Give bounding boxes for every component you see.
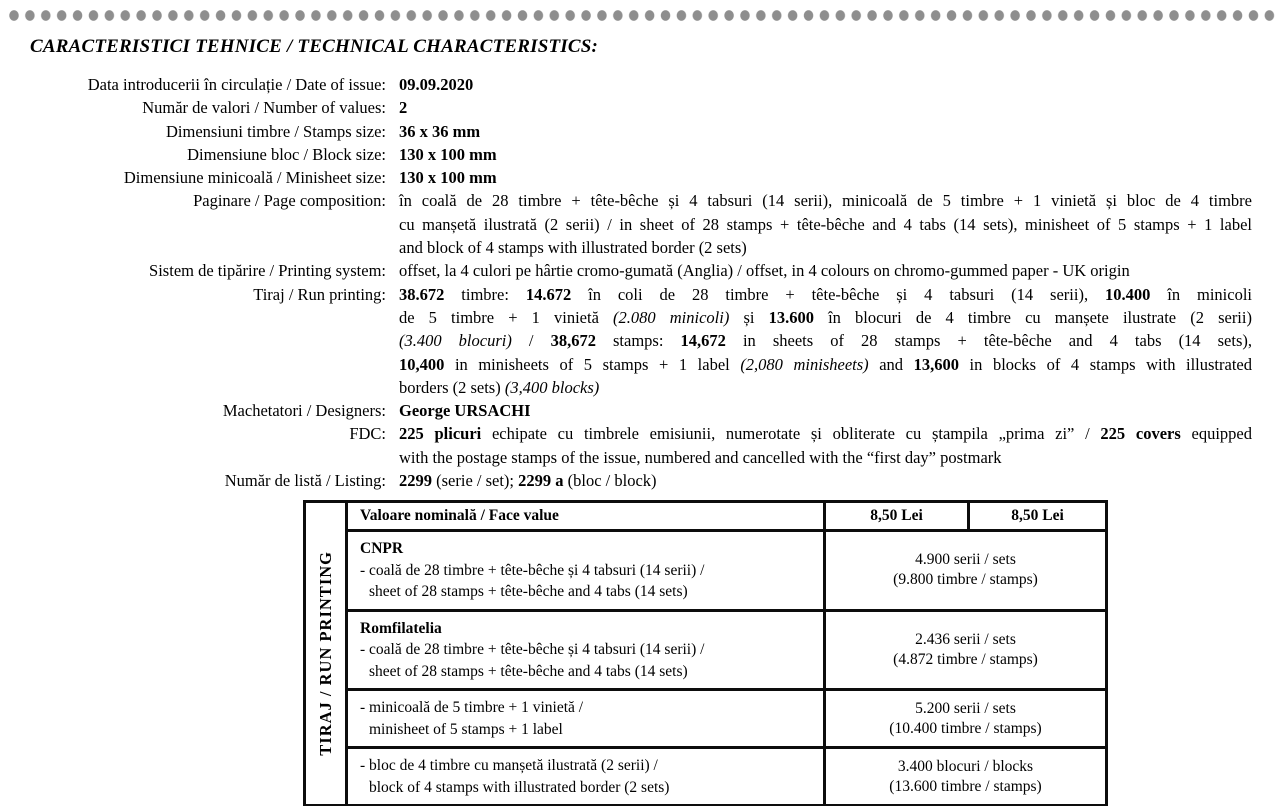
row-value-cell bbox=[825, 748, 1107, 806]
field-row bbox=[20, 469, 1252, 492]
row-description-line: - coală de 28 timbre + tête-bêche și 4 tabsuri (14 serii) / bbox=[360, 561, 705, 579]
text-run: in blocks of 4 stamps with illustrated bbox=[958, 354, 1252, 374]
row-value-cell bbox=[825, 610, 1107, 690]
field-value bbox=[399, 259, 1252, 282]
field-value-line bbox=[399, 422, 1252, 445]
row-value-cell bbox=[825, 690, 1107, 748]
field-value-line bbox=[399, 189, 1252, 212]
table-header-row bbox=[305, 502, 1107, 531]
text-run: equipped bbox=[1180, 424, 1252, 444]
field-label: Dimensiune minicoală / Minisheet size: bbox=[123, 168, 386, 188]
text-run: în coală de 28 timbre + tête-bêche și 4 tabsuri (14 serii), minicoală de 5 timbre + 1 vinietă și bloc de 4 timbre bbox=[399, 191, 1252, 211]
field-value-line bbox=[399, 236, 1252, 259]
perforation-dots-border bbox=[9, 10, 1275, 21]
field-row bbox=[20, 73, 1252, 96]
text-run: 14.672 bbox=[525, 284, 572, 304]
row-description-cell bbox=[347, 748, 825, 806]
table-vertical-label-cell bbox=[305, 502, 347, 806]
row-value-line: 2.436 serii / sets bbox=[915, 630, 1016, 648]
text-run: 13.600 bbox=[768, 307, 814, 327]
row-title: CNPR bbox=[360, 540, 404, 557]
row-value-line: (13.600 timbre / stamps) bbox=[889, 777, 1042, 795]
text-run: in minisheets of 5 stamps + 1 label bbox=[444, 354, 741, 374]
field-label: Număr de valori / Number of values: bbox=[142, 98, 386, 118]
text-run: cu manșetă ilustrată (2 serii) / in sheet of 28 stamps + tête-bêche and 4 tabs (14 sets), minisheet of 5 stamps + 1 label bbox=[399, 214, 1252, 234]
text-run: în coli de 28 timbre + tête-bêche și 4 tabsuri (14 serii), bbox=[571, 284, 1105, 304]
text-run: 225 plicuri bbox=[399, 424, 482, 444]
field-label: Număr de listă / Listing: bbox=[224, 471, 386, 491]
row-value-line: (4.872 timbre / stamps) bbox=[893, 650, 1038, 668]
field-row bbox=[20, 120, 1252, 143]
field-value-line bbox=[399, 399, 1252, 422]
text-run: offset, la 4 culori pe hârtie cromo-gumată (Anglia) / offset, in 4 colours on chromo-gummed paper - UK origin bbox=[399, 261, 1130, 281]
field-row bbox=[20, 143, 1252, 166]
field-value-line bbox=[399, 166, 1252, 189]
field-value bbox=[399, 189, 1252, 259]
text-run: stamps: bbox=[595, 331, 681, 351]
row-value-line: 3.400 blocuri / blocks bbox=[897, 757, 1034, 775]
field-label: FDC: bbox=[349, 424, 386, 444]
text-run: și bbox=[729, 307, 769, 327]
text-run: de 5 timbre + 1 vinietă bbox=[399, 307, 614, 327]
row-description-line: - bloc de 4 timbre cu manșetă ilustrată (2 serii) / bbox=[360, 757, 658, 774]
text-run: (serie / set); bbox=[432, 471, 519, 491]
field-value-line bbox=[399, 329, 1252, 352]
text-run: with the postage stamps of the issue, numbered and cancelled with the “first day” postmark bbox=[399, 447, 1002, 467]
row-value-line: 4.900 serii / sets bbox=[915, 551, 1016, 569]
field-value-line bbox=[399, 446, 1252, 469]
text-run: 10.400 bbox=[1104, 284, 1151, 304]
field-value bbox=[399, 166, 1252, 189]
table-row bbox=[305, 748, 1107, 806]
field-row bbox=[20, 189, 1252, 259]
field-value bbox=[399, 96, 1252, 119]
field-label: Tiraj / Run printing: bbox=[253, 284, 386, 304]
run-printing-table bbox=[303, 500, 1108, 806]
row-value-line: 5.200 serii / sets bbox=[915, 699, 1016, 717]
text-run: (2,080 minisheets) bbox=[740, 354, 869, 374]
text-run: and bbox=[868, 354, 914, 374]
text-run: 38,672 bbox=[550, 331, 596, 351]
field-label: Paginare / Page composition: bbox=[193, 191, 386, 211]
face-value-1: 8,50 Lei bbox=[825, 502, 969, 531]
row-description-cell bbox=[347, 531, 825, 611]
field-label: Dimensiuni timbre / Stamps size: bbox=[166, 121, 386, 141]
text-run: timbre: bbox=[444, 284, 526, 304]
field-value bbox=[399, 469, 1252, 492]
text-run: George URSACHI bbox=[399, 401, 531, 421]
field-row bbox=[20, 283, 1252, 399]
field-value-line bbox=[399, 120, 1252, 143]
field-value bbox=[399, 73, 1252, 96]
text-run: in sheets of 28 stamps + tête-bêche and 4 tabs (14 sets), bbox=[725, 331, 1252, 351]
text-run: 225 covers bbox=[1100, 424, 1181, 444]
text-run: (2.080 minicoli) bbox=[613, 307, 730, 327]
field-value-line bbox=[399, 213, 1252, 236]
field-row bbox=[20, 399, 1252, 422]
text-run: 130 x 100 mm bbox=[399, 168, 497, 188]
field-value bbox=[399, 399, 1252, 422]
field-value-line bbox=[399, 469, 1252, 492]
text-run: / bbox=[511, 331, 551, 351]
field-label: Data introducerii în circulație / Date of issue: bbox=[87, 75, 386, 94]
field-value-line bbox=[399, 376, 1252, 399]
field-value-line bbox=[399, 283, 1252, 306]
text-run: (bloc / block) bbox=[563, 471, 657, 491]
row-value-line: (10.400 timbre / stamps) bbox=[889, 719, 1042, 737]
field-value bbox=[399, 143, 1252, 166]
field-value-line bbox=[399, 353, 1252, 376]
field-row bbox=[20, 96, 1252, 119]
row-description-line: minisheet of 5 stamps + 1 label bbox=[369, 720, 563, 738]
text-run: 14,672 bbox=[680, 331, 726, 351]
row-description-line: sheet of 28 stamps + tête-bêche and 4 tabs (14 sets) bbox=[369, 662, 688, 680]
field-value bbox=[399, 120, 1252, 143]
field-value-line bbox=[399, 96, 1252, 119]
text-run: (3,400 blocks) bbox=[504, 377, 600, 397]
field-value-line bbox=[399, 259, 1252, 282]
text-run: în blocuri de 4 timbre cu manșete ilustrate (2 serii) bbox=[813, 307, 1252, 327]
row-description-cell bbox=[347, 610, 825, 690]
text-run: and block of 4 stamps with illustrated border (2 sets) bbox=[399, 238, 747, 258]
field-label: Dimensiune bloc / Block size: bbox=[187, 144, 386, 164]
row-value-cell bbox=[825, 531, 1107, 611]
field-value bbox=[399, 283, 1252, 399]
text-run: în minicoli bbox=[1150, 284, 1252, 304]
text-run: borders (2 sets) bbox=[399, 377, 505, 397]
row-value-line: (9.800 timbre / stamps) bbox=[893, 571, 1038, 589]
face-value-header: Valoare nominală / Face value bbox=[347, 502, 825, 531]
text-run: 130 x 100 mm bbox=[399, 144, 497, 164]
text-run: 36 x 36 mm bbox=[399, 121, 481, 141]
field-value bbox=[399, 422, 1252, 469]
field-row bbox=[20, 422, 1252, 469]
text-run: 2 bbox=[399, 98, 408, 118]
row-title: Romfilatelia bbox=[360, 619, 442, 637]
text-run: 13,600 bbox=[913, 354, 959, 374]
table-row bbox=[305, 690, 1107, 748]
text-run: 38.672 bbox=[399, 284, 445, 304]
text-run: (3.400 blocuri) bbox=[399, 331, 512, 351]
row-description-line: - minicoală de 5 timbre + 1 vinietă / bbox=[360, 699, 584, 716]
field-label: Sistem de tipărire / Printing system: bbox=[149, 261, 386, 281]
table-row bbox=[305, 610, 1107, 690]
table-vertical-label: TIRAJ / RUN PRINTING bbox=[315, 551, 335, 756]
field-row bbox=[20, 259, 1252, 282]
face-value-2: 8,50 Lei bbox=[969, 502, 1107, 531]
field-label: Machetatori / Designers: bbox=[222, 401, 386, 421]
text-run: 2299 bbox=[399, 471, 432, 491]
text-run: 10,400 bbox=[399, 354, 445, 374]
row-description-line: block of 4 stamps with illustrated border (2 sets) bbox=[369, 778, 670, 796]
row-description-line: - coală de 28 timbre + tête-bêche și 4 tabsuri (14 serii) / bbox=[360, 641, 705, 658]
page-title: CARACTERISTICI TEHNICE / TECHNICAL CHARACTERISTICS: bbox=[30, 36, 599, 57]
field-value-line bbox=[399, 306, 1252, 329]
row-description-cell bbox=[347, 690, 825, 748]
text-run: 2299 a bbox=[518, 471, 564, 491]
field-value-line bbox=[399, 143, 1252, 166]
table-row bbox=[305, 531, 1107, 611]
text-run: 09.09.2020 bbox=[399, 75, 474, 94]
field-row bbox=[20, 166, 1252, 189]
text-run: echipate cu timbrele emisiunii, numerotate și obliterate cu ștampila „prima zi” / bbox=[481, 424, 1101, 444]
technical-characteristics-list bbox=[20, 73, 1252, 492]
row-description-line: sheet of 28 stamps + tête-bêche and 4 tabs (14 sets) bbox=[369, 583, 688, 600]
field-value-line bbox=[399, 73, 1252, 96]
